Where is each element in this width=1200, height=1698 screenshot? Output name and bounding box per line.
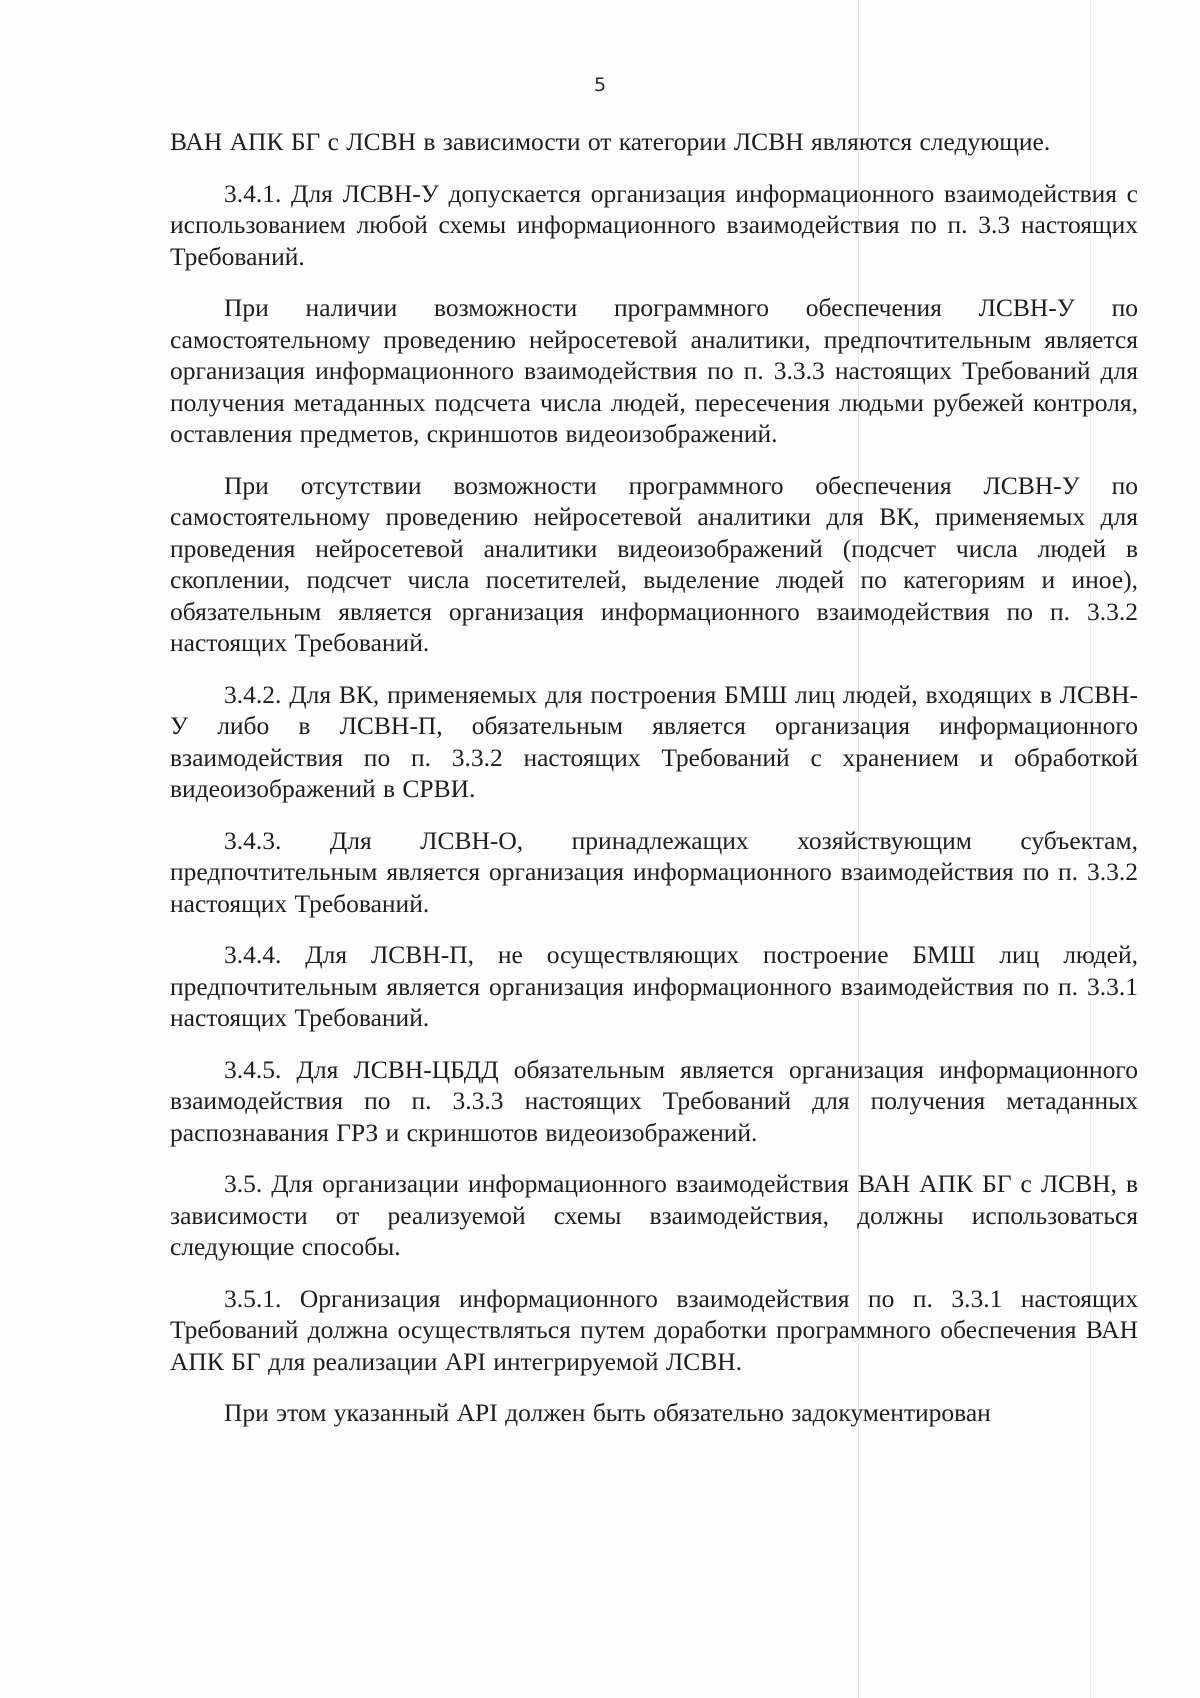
paragraph-3-4-1: 3.4.1. Для ЛСВН-У допускается организация информационного взаимодействия с использованием любой схемы информационного взаимодействия по п. 3.3 настоящих Требований. xyxy=(170,178,1138,271)
paragraph-3-4-5: 3.4.5. Для ЛСВН-ЦБДД обязательным является организация информационного взаимодействия по п. 3.3.3 настоящих Требований для получения метаданных распознавания ГРЗ и скриншотов видеоизображений. xyxy=(170,1054,1138,1147)
paragraph-lsvn-u-analytics-present: При наличии возможности программного обеспечения ЛСВН-У по самостоятельному проведению нейросетевой аналитики, предпочтительным является организация информационного взаимодействия по п. 3.3.3 настоящих Требований для получения метаданных подсчета числа людей, пересечения людьми рубежей контроля, оставления предметов, скриншотов видеоизображений. xyxy=(170,293,1138,448)
paragraph-3-4-2: 3.4.2. Для ВК, применяемых для построения БМШ лиц людей, входящих в ЛСВН-У либо в ЛСВН-П, обязательным является организация информационного взаимодействия по п. 3.3.2 настоящих Требований с хранением и обработкой видеоизображений в СРВИ. xyxy=(170,679,1138,803)
paragraph-api-documented: При этом указанный API должен быть обязательно задокументирован xyxy=(224,1398,991,1427)
page-number: 5 xyxy=(593,74,607,96)
paragraph-3-5: 3.5. Для организации информационного взаимодействия ВАН АПК БГ с ЛСВН, в зависимости от реализуемой схемы взаимодействия, должны использоваться следующие способы. xyxy=(170,1169,1138,1261)
paragraph-3-4-4: 3.4.4. Для ЛСВН-П, не осуществляющих построение БМШ лиц людей, предпочтительным является организация информационного взаимодействия по п. 3.3.1 настоящих Требований. xyxy=(170,940,1138,1032)
paragraph-3-4-3: 3.4.3. Для ЛСВН-О, принадлежащих хозяйствующим субъектам, предпочтительным является организация информационного взаимодействия по п. 3.3.2 настоящих Требований. xyxy=(170,825,1138,918)
paragraph-continuation: ВАН АПК БГ с ЛСВН в зависимости от категории ЛСВН являются следующие. xyxy=(170,127,1051,156)
document-body xyxy=(170,126,1138,1429)
paragraph-lsvn-u-analytics-absent: При отсутствии возможности программного обеспечения ЛСВН-У по самостоятельному проведению нейросетевой аналитики для ВК, применяемых для проведения нейросетевой аналитики видеоизображений (подсчет числа людей в скоплении, подсчет числа посетителей, выделение людей по категориям и иное), обязательным является организация информационного взаимодействия по п. 3.3.2 настоящих Требований. xyxy=(170,470,1138,657)
paragraph-3-5-1: 3.5.1. Организация информационного взаимодействия по п. 3.3.1 настоящих Требований должна осуществляться путем доработки программного обеспечения ВАН АПК БГ для реализации API интегрируемой ЛСВН. xyxy=(170,1283,1138,1376)
